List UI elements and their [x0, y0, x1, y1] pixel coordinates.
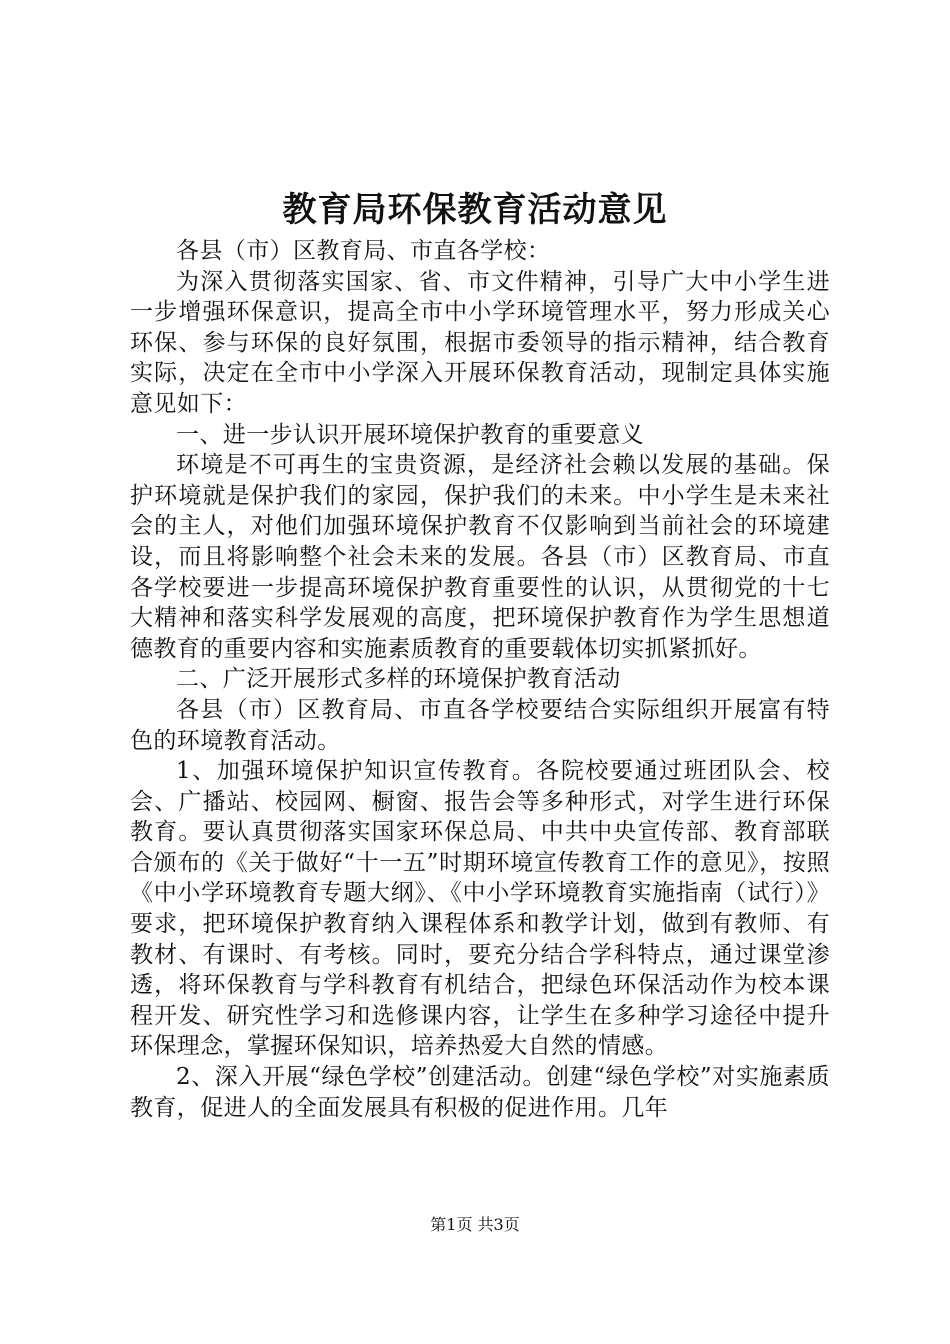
section-2-intro-paragraph: 各县（市）区教育局、市直各学校要结合实际组织开展富有特色的环境教育活动。	[130, 696, 830, 754]
section-heading-1: 一、进一步认识开展环境保护教育的重要意义	[176, 421, 644, 448]
section-heading-2: 二、广泛开展形式多样的环境保护教育活动	[176, 666, 621, 693]
section-1-paragraph: 环境是不可再生的宝贵资源，是经济社会赖以发展的基础。保护环境就是保护我们的家园，保护我们的未来。中小学生是未来社会的主人，对他们加强环境保护教育不仅影响到当前社会的环境建设，而且将影响整个社会未来的发展。各县（市）区教育局、市直各学校要进一步提高环境保护教育重要性的认识，从贯彻党的十七大精神和落实科学发展观的高度，把环境保护教育作为学生思想道德教育的重要内容和实施素质教育的重要载体切实抓紧抓好。	[130, 452, 830, 662]
page-footer: 第1页 共3页	[430, 1215, 520, 1234]
item-2-paragraph: 2、深入开展“绿色学校”创建活动。创建“绿色学校”对实施素质教育，促进人的全面发展具有积极的促进作用。几年	[130, 1064, 830, 1121]
item-1-paragraph: 1、加强环境保护知识宣传教育。各院校要通过班团队会、校会、广播站、校园网、橱窗、报告会等多种形式，对学生进行环保教育。要认真贯彻落实国家环保总局、中共中央宣传部、教育部联合颁布的《关于做好“十一五”时期环境宣传教育工作的意见》，按照《中小学环境教育专题大纲》、《中小学环境教育实施指南（试行）》要求，把环境保护教育纳入课程体系和教学计划，做到有教师、有教材、有课时、有考核。同时，要充分结合学科特点，通过课堂渗透，将环保教育与学科教育有机结合，把绿色环保活动作为校本课程开发、研究性学习和选修课内容，让学生在多种学习途径中提升环保理念，掌握环保知识，培养热爱大自然的情感。	[130, 758, 830, 1060]
document-body	[130, 236, 830, 1123]
intro-paragraph: 为深入贯彻落实国家、省、市文件精神，引导广大中小学生进一步增强环保意识，提高全市中小学环境管理水平，努力形成关心环保、参与环保的良好氛围，根据市委领导的指示精神，结合教育实际，决定在全市中小学深入开展环保教育活动，现制定具体实施意见如下：	[130, 268, 830, 417]
document-title: 教育局环保教育活动意见	[282, 190, 668, 230]
salutation-paragraph: 各县（市）区教育局、市直各学校：	[176, 238, 551, 264]
